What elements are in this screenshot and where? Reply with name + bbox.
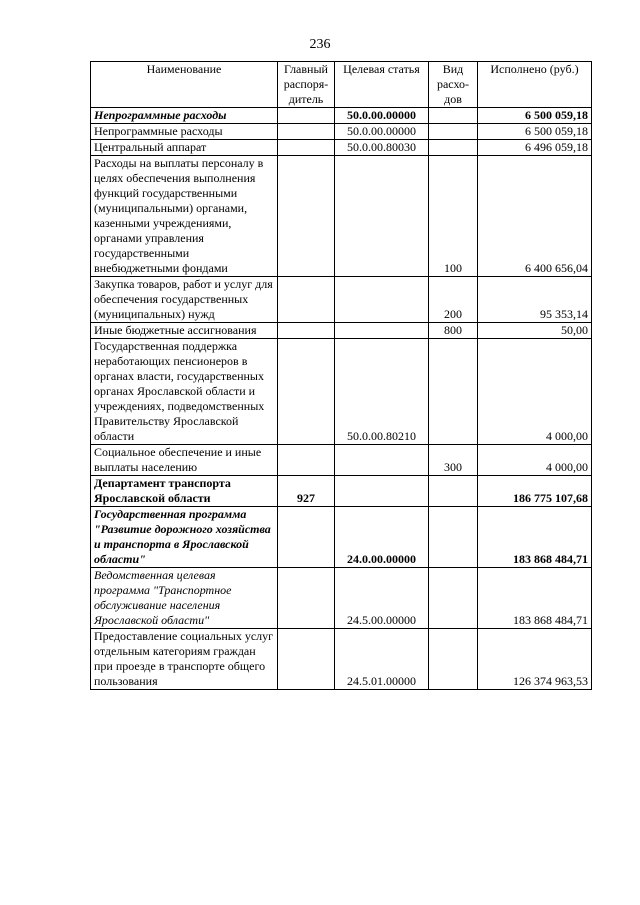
table-row: [91, 156, 592, 277]
cell-cel: 50.0.00.80210: [335, 339, 429, 445]
cell-vid: [429, 629, 478, 690]
header-cel: Целевая статья: [335, 62, 429, 108]
cell-isp: 6 500 059,18: [478, 124, 592, 140]
cell-glav: [278, 140, 335, 156]
table-header-row: [91, 62, 592, 108]
cell-cel: 24.5.01.00000: [335, 629, 429, 690]
table-row: [91, 507, 592, 568]
cell-name: Непрограммные расходы: [91, 108, 278, 124]
cell-glav: [278, 323, 335, 339]
cell-isp: 95 353,14: [478, 277, 592, 323]
header-isp: Исполнено (руб.): [478, 62, 592, 108]
cell-cel: [335, 445, 429, 476]
cell-vid: 300: [429, 445, 478, 476]
cell-isp: 6 496 059,18: [478, 140, 592, 156]
cell-isp: 4 000,00: [478, 339, 592, 445]
cell-glav: [278, 108, 335, 124]
cell-isp: 50,00: [478, 323, 592, 339]
table-row: [91, 476, 592, 507]
cell-glav: [278, 568, 335, 629]
table-row: [91, 323, 592, 339]
cell-name: Непрограммные расходы: [91, 124, 278, 140]
cell-name: Центральный аппарат: [91, 140, 278, 156]
cell-vid: 800: [429, 323, 478, 339]
cell-vid: 200: [429, 277, 478, 323]
cell-cel: [335, 277, 429, 323]
cell-isp: 4 000,00: [478, 445, 592, 476]
budget-table: [90, 61, 592, 690]
cell-vid: [429, 507, 478, 568]
cell-glav: [278, 277, 335, 323]
table-row: [91, 108, 592, 124]
cell-name: Социальное обеспечение и иные выплаты населению: [91, 445, 278, 476]
cell-glav: [278, 124, 335, 140]
table-row: [91, 568, 592, 629]
cell-vid: [429, 124, 478, 140]
cell-glav: [278, 339, 335, 445]
cell-name: Государственная программа "Развитие дорожного хозяйства и транспорта в Ярославской области": [91, 507, 278, 568]
table-row: [91, 339, 592, 445]
cell-glav: [278, 629, 335, 690]
cell-cel: 50.0.00.80030: [335, 140, 429, 156]
table-row: [91, 124, 592, 140]
cell-vid: [429, 140, 478, 156]
cell-name: Государственная поддержка неработающих пенсионеров в органах власти, государственных органах Ярославской области и учреждениях, подведомственных Правительству Ярославской области: [91, 339, 278, 445]
cell-isp: 186 775 107,68: [478, 476, 592, 507]
cell-glav: 927: [278, 476, 335, 507]
cell-cel: [335, 323, 429, 339]
cell-name: Закупка товаров, работ и услуг для обеспечения государственных (муниципальных) нужд: [91, 277, 278, 323]
cell-isp: 183 868 484,71: [478, 507, 592, 568]
cell-vid: [429, 339, 478, 445]
cell-isp: 183 868 484,71: [478, 568, 592, 629]
cell-cel: 24.5.00.00000: [335, 568, 429, 629]
header-name: Наименование: [91, 62, 278, 108]
cell-cel: 50.0.00.00000: [335, 108, 429, 124]
cell-name: Ведомственная целевая программа "Транспортное обслуживание населения Ярославской области": [91, 568, 278, 629]
cell-name: Предоставление социальных услуг отдельным категориям граждан при проезде в транспорте общего пользования: [91, 629, 278, 690]
cell-isp: 126 374 963,53: [478, 629, 592, 690]
cell-vid: 100: [429, 156, 478, 277]
page-number: 236: [309, 37, 331, 52]
cell-cel: [335, 476, 429, 507]
table-row: [91, 277, 592, 323]
cell-vid: [429, 108, 478, 124]
cell-name: Департамент транспорта Ярославской области: [91, 476, 278, 507]
cell-glav: [278, 156, 335, 277]
table-row: [91, 445, 592, 476]
cell-name: Иные бюджетные ассигнования: [91, 323, 278, 339]
cell-isp: 6 400 656,04: [478, 156, 592, 277]
cell-glav: [278, 507, 335, 568]
cell-vid: [429, 568, 478, 629]
cell-cel: [335, 156, 429, 277]
header-vid: Вид расхо-дов: [429, 62, 478, 108]
cell-name: Расходы на выплаты персоналу в целях обеспечения выполнения функций государственными (муниципальными) органами, казенными учреждениями, органами управления государственными внебюджетными фондами: [91, 156, 278, 277]
table-row: [91, 140, 592, 156]
cell-isp: 6 500 059,18: [478, 108, 592, 124]
cell-cel: 50.0.00.00000: [335, 124, 429, 140]
cell-glav: [278, 445, 335, 476]
table-row: [91, 629, 592, 690]
header-glav: Главный распоря-дитель: [278, 62, 335, 108]
cell-cel: 24.0.00.00000: [335, 507, 429, 568]
cell-vid: [429, 476, 478, 507]
